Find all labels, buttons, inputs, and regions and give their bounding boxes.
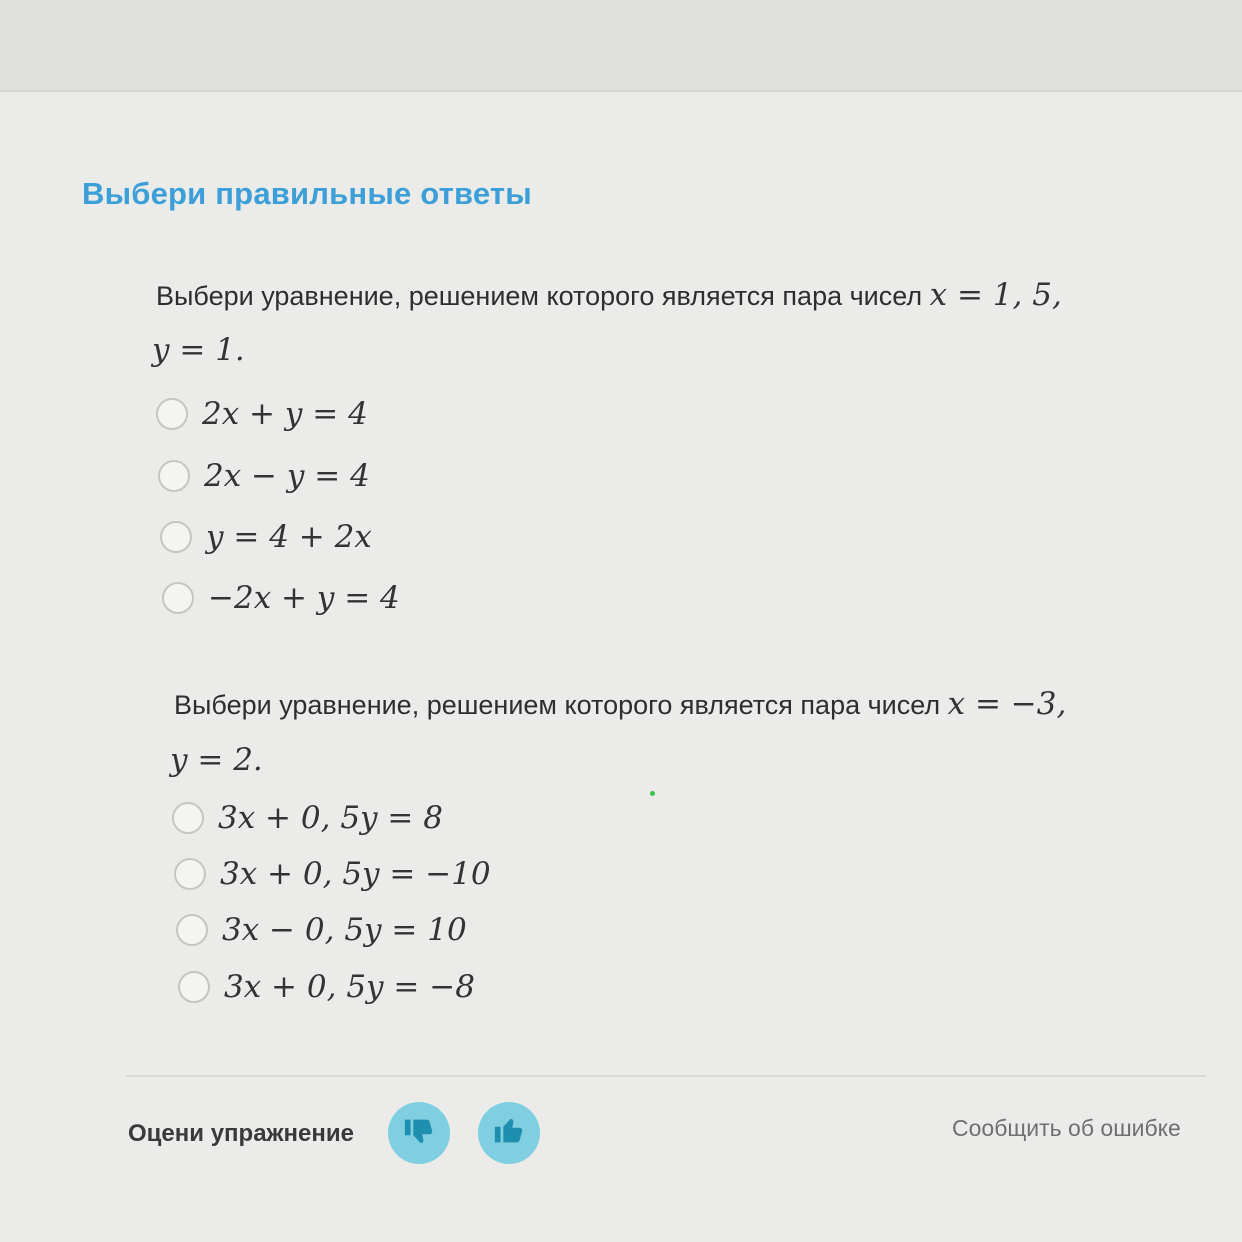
radio-button[interactable]	[160, 521, 192, 553]
question-1-option-4[interactable]	[162, 580, 400, 616]
question-1-option-1[interactable]	[156, 396, 368, 432]
option-label: −2x + y = 4	[208, 580, 400, 616]
exercise-card	[0, 94, 1242, 1242]
question-2-option-4[interactable]	[178, 969, 475, 1005]
question-2-option-3[interactable]	[176, 912, 467, 948]
question-2-math-x: x = −3,	[947, 686, 1067, 722]
question-2-text	[174, 686, 1066, 723]
question-2-option-1[interactable]	[172, 800, 443, 836]
option-label: 3x + 0, 5y = −10	[220, 856, 491, 892]
question-1-option-2[interactable]	[158, 458, 370, 494]
dislike-button[interactable]	[388, 1102, 450, 1164]
task-title: Выбери правильные ответы	[82, 176, 532, 211]
option-label: 3x − 0, 5y = 10	[222, 912, 467, 948]
question-1-math-y: y = 1.	[152, 332, 245, 368]
rate-exercise-label: Оцени упражнение	[128, 1120, 354, 1147]
radio-button[interactable]	[156, 398, 188, 430]
radio-button[interactable]	[162, 582, 194, 614]
question-1-option-3[interactable]	[160, 519, 372, 555]
option-label: 2x − y = 4	[204, 458, 370, 494]
question-1-prompt: Выбери уравнение, решением которого является пара чисел	[156, 281, 923, 311]
question-1-math-x: x = 1, 5,	[929, 277, 1062, 313]
question-2-option-2[interactable]	[174, 856, 491, 892]
radio-button[interactable]	[178, 971, 210, 1003]
option-label: 3x + 0, 5y = 8	[218, 800, 443, 836]
top-bar	[0, 0, 1242, 92]
option-label: y = 4 + 2x	[206, 519, 372, 555]
radio-button[interactable]	[158, 460, 190, 492]
like-button[interactable]	[478, 1102, 540, 1164]
option-label: 3x + 0, 5y = −8	[224, 969, 475, 1005]
radio-button[interactable]	[174, 858, 206, 890]
report-error-link[interactable]: Сообщить об ошибке	[952, 1115, 1181, 1141]
radio-button[interactable]	[176, 914, 208, 946]
thumbs-up-icon	[492, 1114, 526, 1153]
thumbs-down-icon	[402, 1114, 436, 1153]
option-label: 2x + y = 4	[202, 396, 368, 432]
question-2-prompt: Выбери уравнение, решением которого является пара чисел	[174, 690, 941, 720]
cursor-dot	[650, 791, 655, 796]
footer-divider	[126, 1075, 1206, 1077]
question-1-text	[156, 277, 1062, 314]
radio-button[interactable]	[172, 802, 204, 834]
question-2-math-y: y = 2.	[170, 742, 263, 778]
